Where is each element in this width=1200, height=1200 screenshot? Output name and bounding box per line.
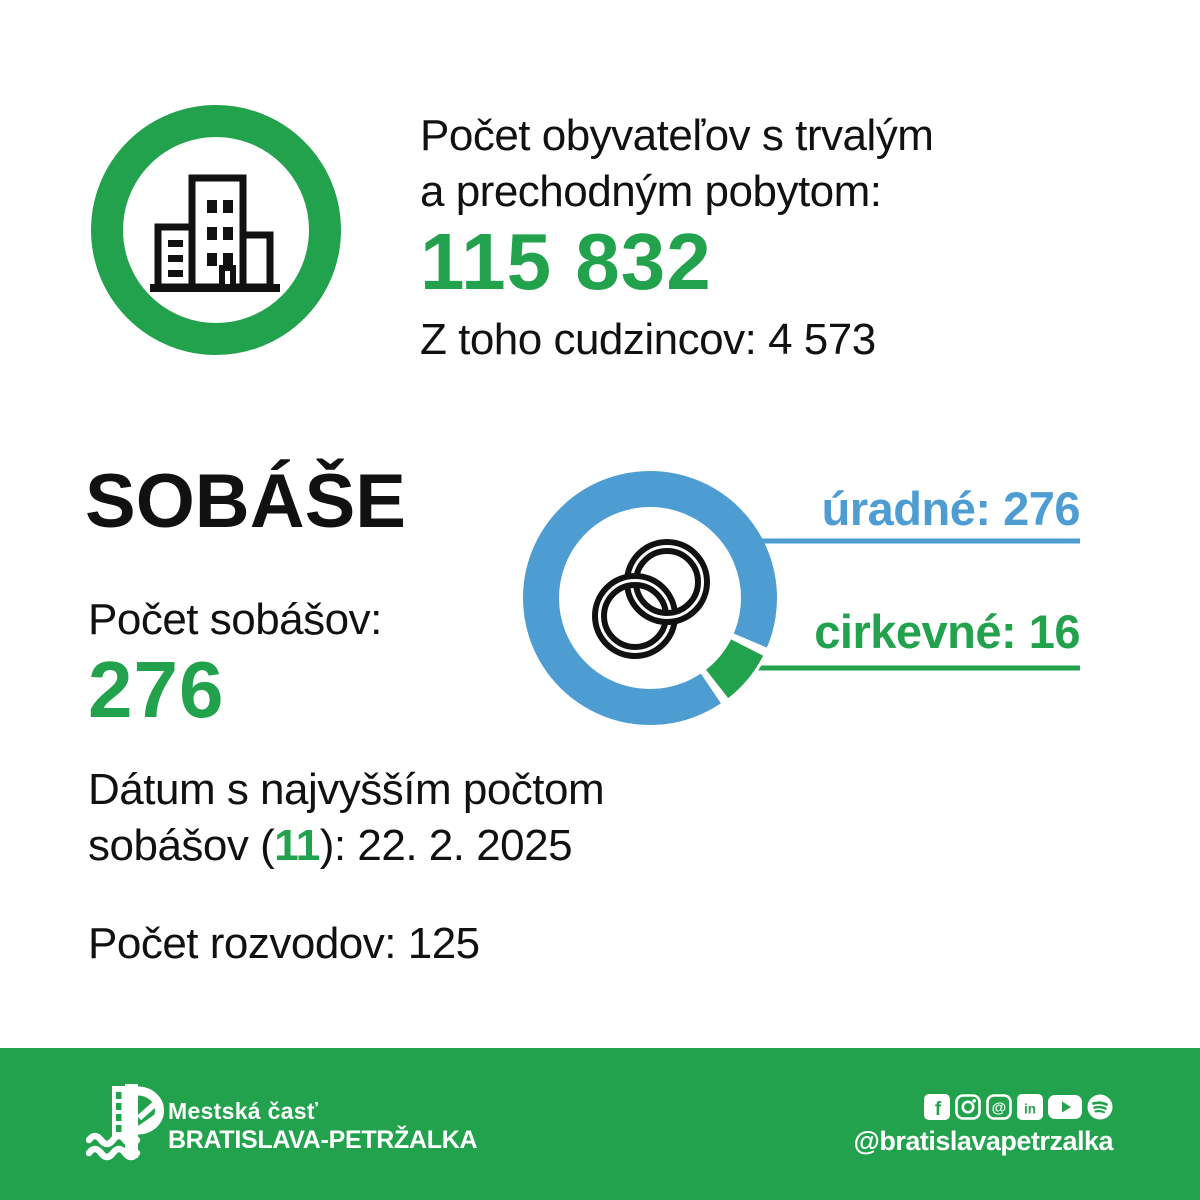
population-value: 115 832 [420, 217, 712, 306]
facebook-icon [924, 1094, 950, 1120]
svg-text:@: @ [991, 1099, 1007, 1117]
donut-label-cirkevne: cirkevné: 16 [814, 605, 1080, 658]
spotify-icon [1087, 1094, 1113, 1120]
foreigners-count: Z toho cudzincov: 4 573 [420, 315, 876, 364]
divorce-count: Počet rozvodov: 125 [88, 919, 480, 968]
population-label-line1: Počet obyvateľov s trvalým [420, 111, 934, 160]
svg-text:in: in [1024, 1101, 1036, 1117]
population-label [420, 108, 933, 220]
top-marriage-date-line1: Dátum s najvyšším počtom [88, 765, 605, 814]
top-marriage-date-count: 11 [274, 821, 320, 870]
marriage-count-value: 276 [88, 645, 225, 734]
top-marriage-date [88, 762, 604, 874]
social-icons-row [924, 1094, 1113, 1120]
linkedin-icon [1017, 1094, 1043, 1120]
marriage-count-label: Počet sobášov: [88, 595, 382, 644]
wedding-rings-icon [595, 542, 707, 656]
marriages-section-title: SOBÁŠE [85, 459, 406, 544]
threads-icon [986, 1094, 1012, 1120]
population-label-line2: a prechodným pobytom: [420, 167, 882, 216]
donut-label-uradne: úradné: 276 [821, 482, 1080, 535]
top-marriage-date-line2: sobášov (11): 22. 2. 2025 [88, 821, 573, 870]
youtube-icon [1048, 1094, 1082, 1120]
footer-bar [0, 1048, 1200, 1200]
instagram-icon [955, 1094, 981, 1120]
org-name-line2: BRATISLAVA-PETRŽALKA [168, 1126, 478, 1154]
org-name-line1: Mestská časť [168, 1098, 319, 1124]
buildings-icon [150, 172, 280, 294]
svg-text:f: f [934, 1099, 942, 1120]
social-handle: @bratislavapetrzalka [853, 1126, 1113, 1156]
